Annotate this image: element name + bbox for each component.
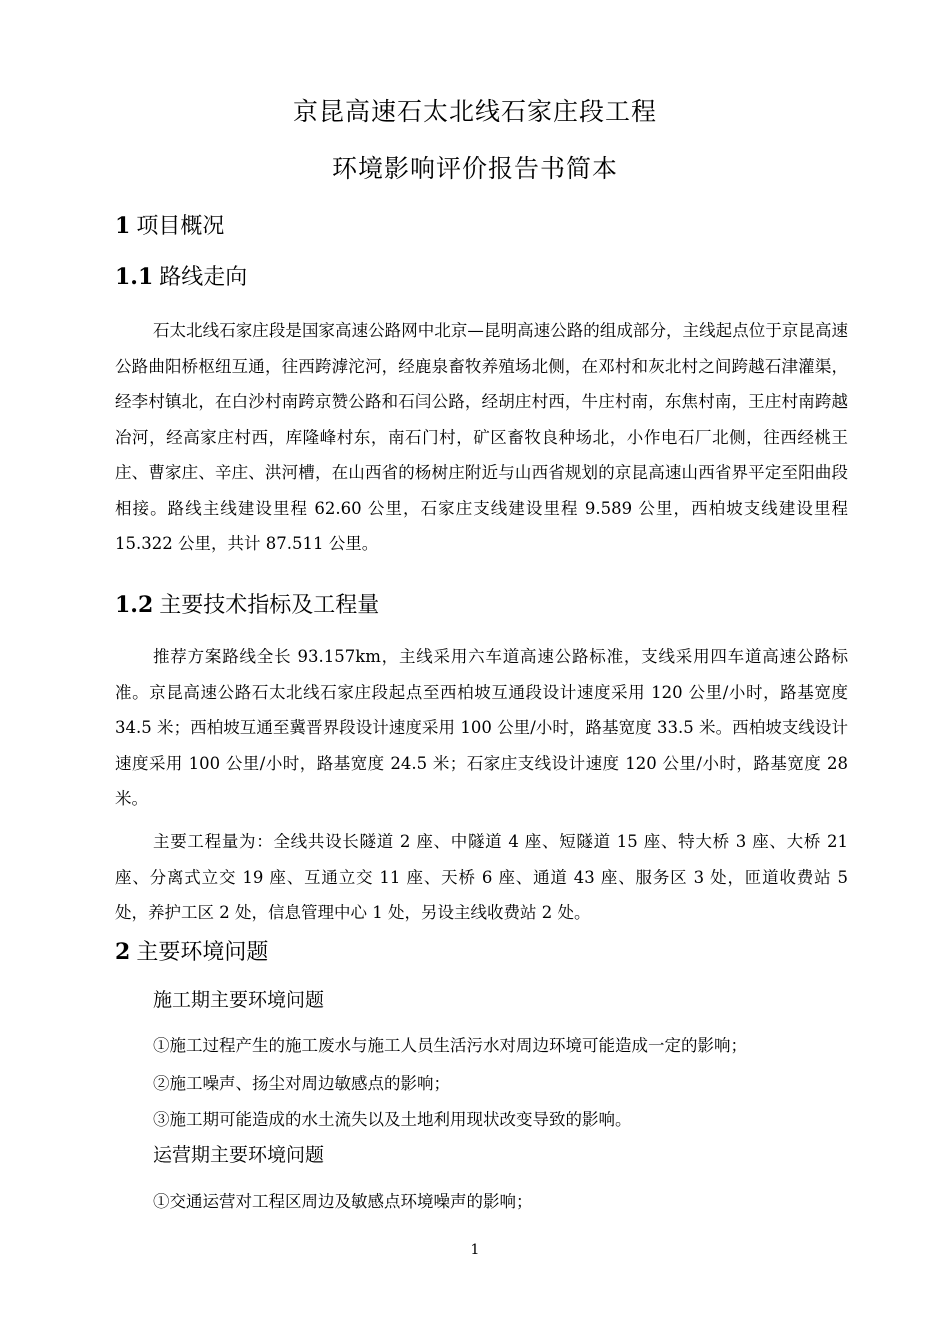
document-title-line-1: 京昆高速石太北线石家庄段工程 <box>292 97 657 126</box>
construction-issue-3: ③施工期可能造成的水土流失以及土地利用现状改变导致的影响。 <box>153 1110 632 1129</box>
section-1-2-heading <box>115 590 379 621</box>
section-1-1-title: 路线走向 <box>159 265 248 290</box>
section-1-2-title: 主要技术指标及工程量 <box>159 593 380 618</box>
construction-period-heading: 施工期主要环境问题 <box>153 989 325 1011</box>
section-1-1-number: 1.1 <box>115 264 154 290</box>
section-2-heading <box>115 937 268 968</box>
section-2-title: 主要环境问题 <box>136 940 269 965</box>
route-description-paragraph: 石太北线石家庄段是国家高速公路网中北京—昆明高速公路的组成部分，主线起点位于京昆高速公路曲阳桥枢纽互通，往西跨滹沱河，经鹿泉畜牧养殖场北侧，在邓村和灰北村之间跨越石津灌渠，经李村镇北，在白沙村南跨京赞公路和石闫公路，经胡庄村西，牛庄村南，东焦村南，王庄村南跨越冶河，经高家庄村西，库隆峰村东，南石门村，矿区畜牧良种场北，小作电石厂北侧，往西经桃王庄、曹家庄、辛庄、洪河槽，在山西省的杨树庄附近与山西省规划的京昆高速山西省界平定至阳曲段相接。路线主线建设里程 62.60 公里，石家庄支线建设里程 9.589 公里，西柏坡支线建设里程 15.322 公里，共计 87.511 公里。 <box>115 321 848 553</box>
section-2-number: 2 <box>115 939 131 965</box>
operation-period-heading: 运营期主要环境问题 <box>153 1144 325 1166</box>
section-1-1-heading <box>115 262 247 293</box>
section-1-heading <box>115 211 224 242</box>
engineering-quantity-paragraph: 主要工程量为：全线共设长隧道 2 座、中隧道 4 座、短隧道 15 座、特大桥 3 座、大桥 21 座、分离式立交 19 座、互通立交 11 座、天桥 6 座、通道 43 座、服务区 3 处，匝道收费站 5 处，养护工区 2 处，信息管理中心 1 处，另设主线收费站 2 处。 <box>115 832 848 922</box>
section-1-number: 1 <box>115 213 131 239</box>
page-number: 1 <box>470 1242 480 1258</box>
construction-issue-2: ②施工噪声、扬尘对周边敏感点的影响； <box>153 1074 450 1093</box>
document-title-line-2: 环境影响评价报告书简本 <box>331 154 618 183</box>
construction-issue-1: ①施工过程产生的施工废水与施工人员生活污水对周边环境可能造成一定的影响； <box>153 1036 747 1055</box>
section-1-2-number: 1.2 <box>115 592 154 618</box>
section-1-title: 项目概况 <box>136 214 225 239</box>
technical-indicators-paragraph: 推荐方案路线全长 93.157km，主线采用六车道高速公路标准，支线采用四车道高速公路标准。京昆高速公路石太北线石家庄段起点至西柏坡互通段设计速度采用 120 公里/小时，路基宽度 34.5 米；西柏坡互通至冀晋界段设计速度采用 100 公里/小时，路基宽度 33.5 米。西柏坡支线设计速度采用 100 公里/小时，路基宽度 24.5 米；石家庄支线设计速度 120 公里/小时，路基宽度 28 米。 <box>115 647 848 808</box>
operation-issue-1: ①交通运营对工程区周边及敏感点环境噪声的影响； <box>153 1192 533 1211</box>
